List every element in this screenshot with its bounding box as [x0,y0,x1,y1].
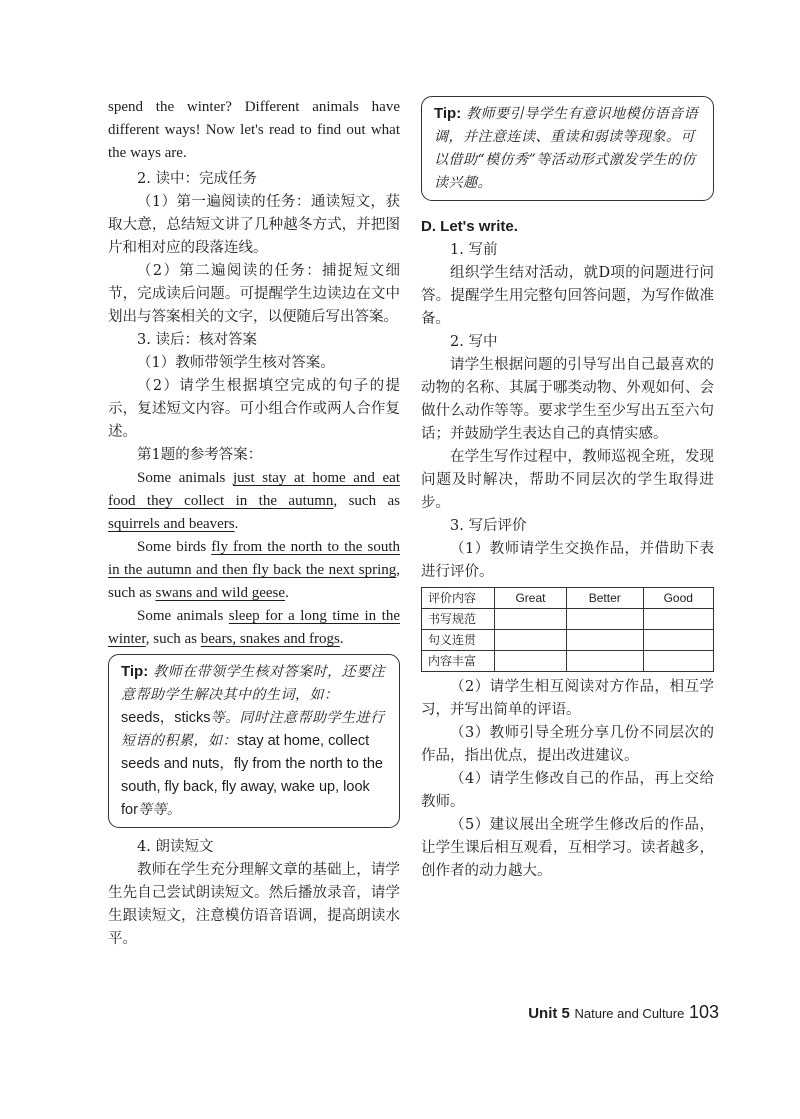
tip-box-answers: Tip: 教师在带领学生核对答案时，还要注意帮助学生解决其中的生词，如：seeds，sticks等。同时注意帮助学生进行短语的积累，如：stay at home, collect seeds and nuts，fly from the north to the south, fly back, fly away, wake up, look for等等。 [108,654,400,828]
tip-label: Tip: [434,105,462,122]
section-3-item-1: （1）教师带领学生核对答案。 [137,355,335,371]
section-2-item-1: （1）第一遍阅读的任务：通读短文，获取大意，总结短文讲了几种越冬方式，并把图片和相对应的段落连线。 [108,194,400,256]
evaluation-table [421,587,714,672]
write-2-text-1: 请学生根据问题的引导写出自己最喜欢的动物的名称、其属于哪类动物、外观如何、会做什么动作等等。要求学生至少写出五至六句话；并鼓励学生表达自己的真情实感。 [421,357,714,442]
table-cell [643,630,713,651]
left-column [108,96,400,951]
write-3-item-2: （2）请学生相互阅读对方作品，相互学习，并写出简单的评语。 [421,679,714,718]
write-1-text: 组织学生结对活动，就D项的问题进行问答。提醒学生用完整句回答问题，为写作做准备。 [421,265,714,327]
unit-subtitle: Nature and Culture [574,1006,685,1021]
section-4-text: 教师在学生充分理解文章的基础上，请学生先自己尝试朗读短文。然后播放录音，请学生跟读短文，注意模仿语音语调，提高朗读水平。 [108,862,400,947]
table-cell [643,651,713,672]
page-number: 103 [688,1002,719,1022]
answer-2: Some birds fly from the north to the south in the autumn and then fly back the next spring, such as swans and wild geese. [108,539,400,601]
table-row [422,630,714,651]
answer-1: Some animals just stay at home and eat food they collect in the autumn, such as squirrels and beavers. [108,470,400,532]
table-row-label: 内容丰富 [422,651,495,672]
answer-3: Some animals sleep for a long time in the winter, such as bears, snakes and frogs. [108,608,400,647]
section-2-item-2: （2）第二遍阅读的任务：捕捉短文细节，完成读后问题。可提醒学生边读边在文中划出与答案相关的文字，以便随后写出答案。 [108,263,400,325]
table-row [422,609,714,630]
write-3-item-1: （1）教师请学生交换作品，并借助下表进行评价。 [421,541,714,580]
write-3-item-5: （5）建议展出全班学生修改后的作品，让学生课后相互观看，互相学习。读者越多，创作者的动力越大。 [421,817,714,879]
table-header-row [422,588,714,609]
table-cell [566,651,643,672]
table-header-cell: Good [643,588,713,609]
table-row-label: 书写规范 [422,609,495,630]
intro-paragraph: spend the winter? Different animals have different ways! Now let's read to find out what the ways are. [108,99,400,161]
section-3-heading: 3. 读后：核对答案 [137,332,257,348]
write-1-heading: 1. 写前 [450,242,498,258]
write-2-heading: 2. 写中 [450,334,498,350]
table-header-cell: Better [566,588,643,609]
write-2-text-2: 在学生写作过程中，教师巡视全班，发现问题及时解决，帮助不同层次的学生取得进步。 [421,449,714,511]
section-2-heading: 2. 读中：完成任务 [137,171,257,187]
table-row-label: 句义连贯 [422,630,495,651]
write-3-item-4: （4）请学生修改自己的作品，再上交给教师。 [421,771,714,810]
table-cell [495,651,567,672]
right-column [421,96,714,883]
write-3-item-3: （3）教师引导全班分享几份不同层次的作品，指出优点，提出改进建议。 [421,725,714,764]
table-cell [566,609,643,630]
tip-label: Tip: [121,663,149,680]
table-header-cell: Great [495,588,567,609]
section-d-heading: D. Let's write. [421,218,518,235]
page-footer [489,1001,719,1026]
write-3-heading: 3. 写后评价 [450,518,527,534]
table-cell [495,609,567,630]
unit-label: Unit 5 [528,1005,570,1022]
answer-heading: 第1题的参考答案： [137,447,263,463]
table-cell [643,609,713,630]
tip-box-imitation: Tip: 教师要引导学生有意识地模仿语音语调，并注意连读、重读和弱读等现象。可以借助“模仿秀”等活动形式激发学生的仿读兴趣。 [421,96,714,201]
section-3-item-2: （2）请学生根据填空完成的句子的提示，复述短文内容。可小组合作或两人合作复述。 [108,378,400,440]
section-4-heading: 4. 朗读短文 [137,839,214,855]
table-row [422,651,714,672]
table-cell [495,630,567,651]
table-header-cell: 评价内容 [422,588,495,609]
table-cell [566,630,643,651]
